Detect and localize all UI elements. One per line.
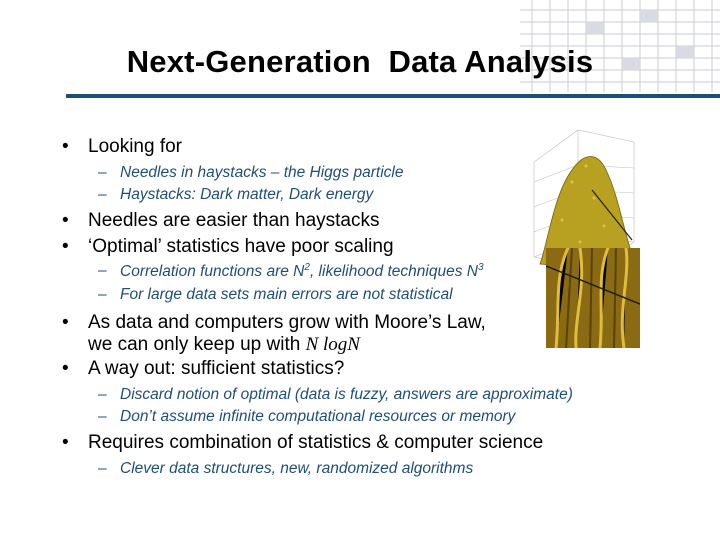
sub-bullet-text: For large data sets main errors are not statistical [120, 286, 453, 303]
correlation-prefix: Correlation functions are N [120, 263, 305, 281]
sub-bullet-text [120, 262, 484, 281]
bullet-text: A way out: sufficient statistics? [88, 358, 345, 379]
bullet-text: Requires combination of statistics & computer science [88, 432, 544, 453]
bullet-symbol: • [62, 236, 69, 257]
continuation-text: we can only keep up with [88, 334, 306, 355]
bullet-text: As data and computers grow with Moore’s Law, [88, 312, 486, 333]
dash-symbol: – [98, 164, 107, 181]
sub-bullet-text: Clever data structures, new, randomized algorithms [120, 460, 474, 477]
bullet-symbol: • [62, 136, 69, 157]
sub-bullet-text: Haystacks: Dark matter, Dark energy [120, 186, 374, 203]
sub-bullet-text: Don’t assume infinite computational resources or memory [120, 408, 516, 425]
title-underline [66, 94, 720, 98]
bullet-continuation [88, 334, 360, 356]
exponent-3: 3 [477, 262, 484, 273]
hay-straw-photo [546, 248, 640, 348]
bullet-symbol: • [62, 312, 69, 333]
dash-symbol: – [98, 386, 107, 403]
bullet-symbol: • [62, 432, 69, 453]
dash-symbol: – [98, 408, 107, 425]
bullet-symbol: • [62, 358, 69, 379]
dash-symbol: – [98, 186, 107, 203]
sub-bullet-text: Needles in haystacks – the Higgs particle [120, 164, 404, 181]
bullet-text: Needles are easier than haystacks [88, 210, 380, 231]
bullet-text: Looking for [88, 136, 183, 157]
sub-bullet-text: Discard notion of optimal (data is fuzzy, answers are approximate) [120, 386, 573, 403]
bullet-text: ‘Optimal’ statistics have poor scaling [88, 236, 394, 257]
bullet-symbol: • [62, 210, 69, 231]
likelihood-text: , likelihood techniques N [309, 263, 478, 281]
dash-symbol: – [98, 460, 107, 477]
exponent-2: 2 [304, 262, 310, 273]
dash-symbol: – [98, 286, 107, 303]
complexity-formula: N logN [305, 334, 360, 355]
slide-title: Next-Generation Data Analysis [126, 44, 594, 79]
dash-symbol: – [98, 262, 107, 279]
